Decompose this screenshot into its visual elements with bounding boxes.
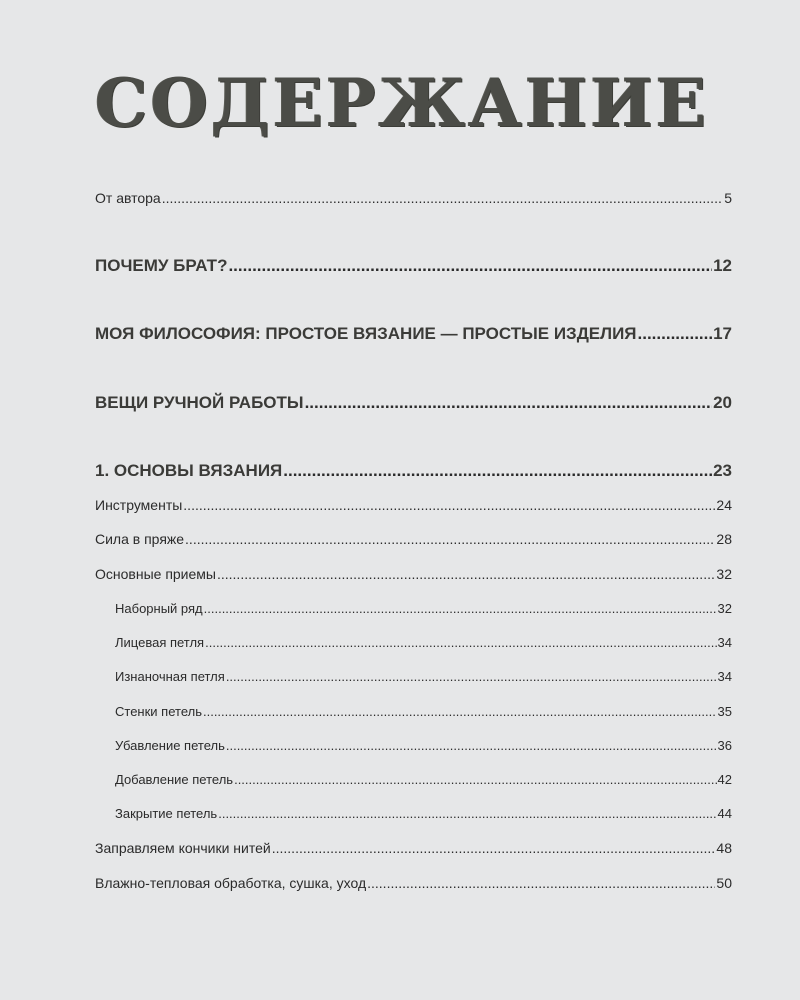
toc-subentry[interactable] <box>115 669 732 684</box>
toc-entry-label: Лицевая петля <box>115 635 205 650</box>
toc-entry-page: 34 <box>717 635 732 650</box>
toc-entry[interactable] <box>95 190 732 206</box>
toc-entry-page: 20 <box>713 393 732 412</box>
toc-entry[interactable] <box>95 531 732 547</box>
toc-entry-page: 28 <box>716 531 732 547</box>
toc-entry-label: Сила в пряже <box>95 531 185 547</box>
dot-leader <box>185 531 715 547</box>
toc-entry-page: 36 <box>717 738 732 753</box>
dot-leader <box>367 875 715 891</box>
toc-entry-label: 1. ОСНОВЫ ВЯЗАНИЯ <box>95 461 283 480</box>
toc-entry-page: 34 <box>717 669 732 684</box>
toc-entry-label: Влажно-тепловая обработка, сушка, уход <box>95 875 367 891</box>
dot-leader <box>283 461 712 481</box>
toc-entry-page: 17 <box>713 324 732 343</box>
toc-entry-page: 44 <box>717 806 732 821</box>
dot-leader <box>226 738 717 753</box>
toc-entry-page: 50 <box>716 875 732 891</box>
toc-entry[interactable] <box>95 393 732 413</box>
toc-subentry[interactable] <box>115 738 732 753</box>
toc-entry-page: 24 <box>716 497 732 513</box>
toc-entry-page: 5 <box>724 190 732 206</box>
toc-entry-page: 32 <box>716 566 732 582</box>
toc-entry[interactable] <box>95 875 732 891</box>
toc-entry-label: Инструменты <box>95 497 183 513</box>
toc-entry[interactable] <box>95 566 732 582</box>
toc-subentry[interactable] <box>115 806 732 821</box>
toc-subentry[interactable] <box>115 635 732 650</box>
dot-leader <box>205 635 716 650</box>
dot-leader <box>638 324 713 344</box>
page-title: СОДЕРЖАНИЕ <box>95 64 710 142</box>
toc-entry-label: Добавление петель <box>115 772 234 787</box>
dot-leader <box>218 806 716 821</box>
dot-leader <box>203 704 717 719</box>
toc-subentry[interactable] <box>115 704 732 719</box>
toc-entry-label: Закрытие петель <box>115 806 218 821</box>
toc-entry-label: МОЯ ФИЛОСОФИЯ: ПРОСТОЕ ВЯЗАНИЕ — ПРОСТЫЕ ИЗДЕЛИЯ <box>95 324 637 343</box>
toc-entry-label: От автора <box>95 190 161 206</box>
toc-entry-label: ПОЧЕМУ БРАТ? <box>95 256 228 275</box>
toc-entry-label: Изнаночная петля <box>115 669 225 684</box>
dot-leader <box>272 840 716 856</box>
toc-entry[interactable] <box>95 324 732 344</box>
toc-entry-page: 32 <box>717 601 732 616</box>
toc-entry[interactable] <box>95 497 732 513</box>
dot-leader <box>305 393 713 413</box>
toc-subentry[interactable] <box>115 601 732 616</box>
dot-leader <box>217 566 715 582</box>
toc-entry[interactable] <box>95 256 732 276</box>
toc-entry-page: 12 <box>713 256 732 275</box>
toc-entry-page: 42 <box>717 772 732 787</box>
toc-entry-page: 23 <box>713 461 732 480</box>
dot-leader <box>183 497 715 513</box>
toc-entry-label: Убавление петель <box>115 738 225 753</box>
dot-leader <box>234 772 716 787</box>
toc-entry[interactable] <box>95 840 732 856</box>
toc-entry-page: 48 <box>716 840 732 856</box>
dot-leader <box>226 669 717 684</box>
toc-entry[interactable] <box>95 461 732 481</box>
dot-leader <box>162 190 723 206</box>
toc-entry-label: Стенки петель <box>115 704 202 719</box>
toc-subentry[interactable] <box>115 772 732 787</box>
dot-leader <box>228 256 712 276</box>
toc-entry-label: Основные приемы <box>95 566 216 582</box>
toc-entry-label: ВЕЩИ РУЧНОЙ РАБОТЫ <box>95 393 304 412</box>
toc-entry-page: 35 <box>717 704 732 719</box>
dot-leader <box>204 601 717 616</box>
toc-entry-label: Заправляем кончики нитей <box>95 840 271 856</box>
toc-entry-label: Наборный ряд <box>115 601 203 616</box>
